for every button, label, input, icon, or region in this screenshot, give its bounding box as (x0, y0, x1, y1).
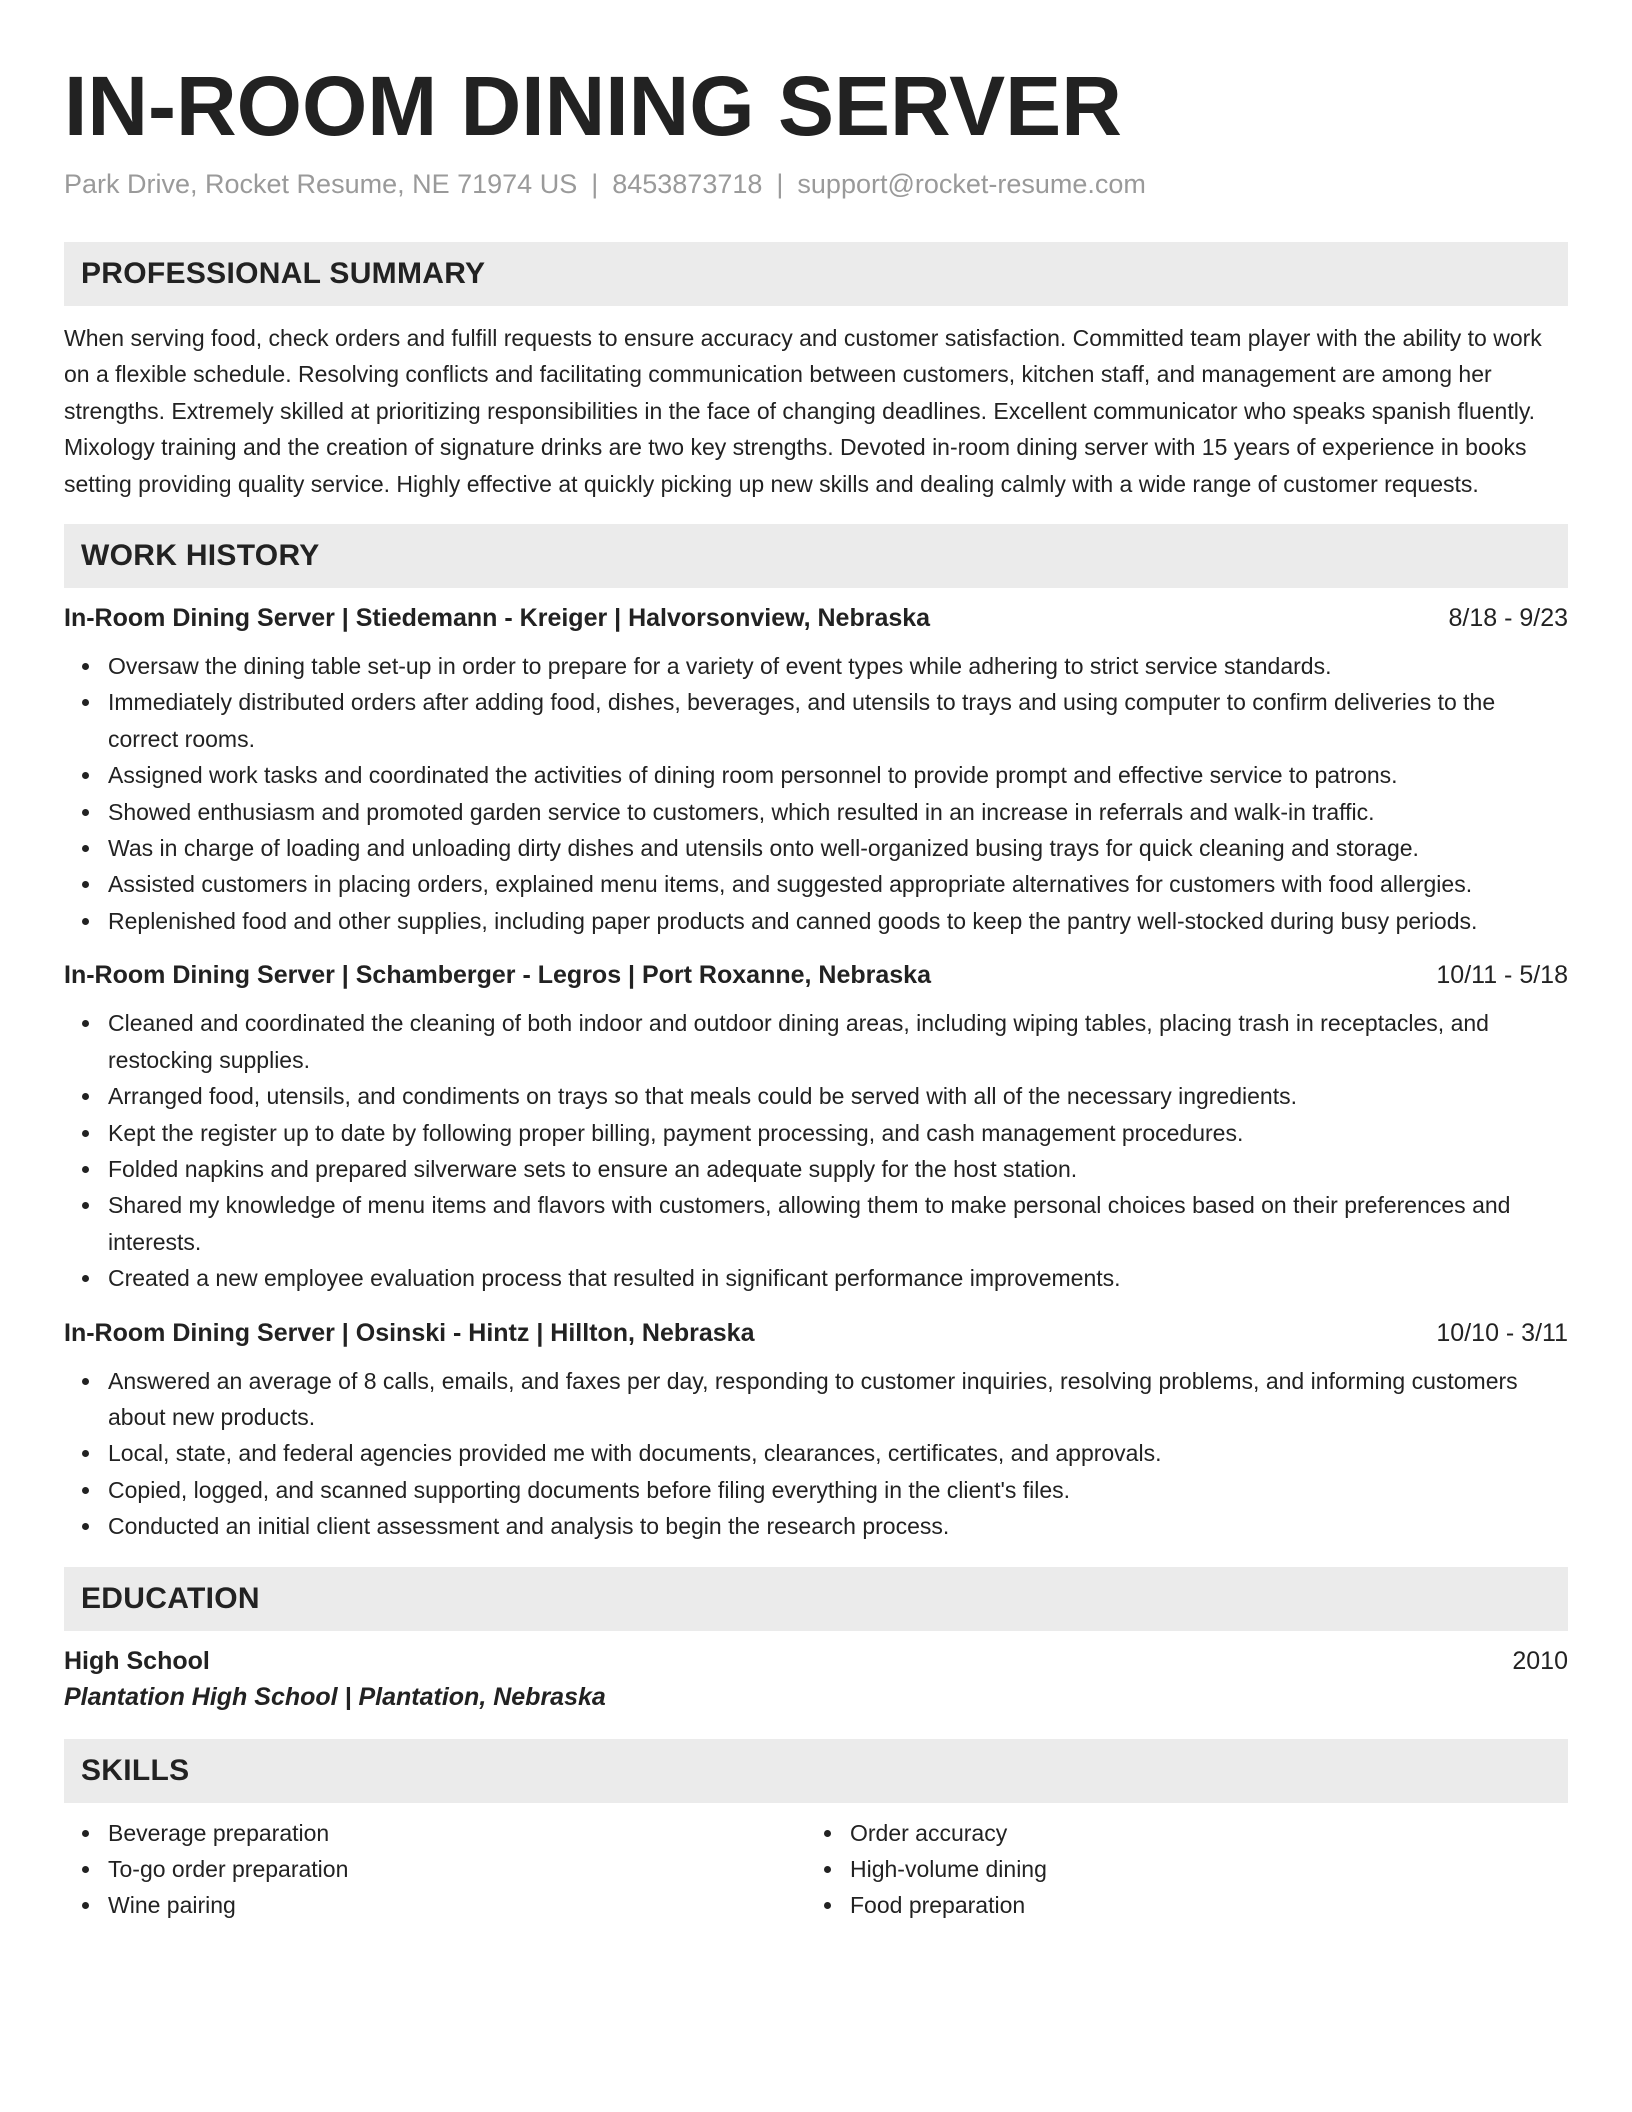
job-bullet: Copied, logged, and scanned supporting documents before filing everything in the client's files. (108, 1472, 1568, 1508)
skill-item: High-volume dining (850, 1851, 1548, 1887)
job-bullet: Was in charge of loading and unloading dirty dishes and utensils onto well-organized busing trays for quick cleaning and storage. (108, 830, 1568, 866)
job-entry (64, 957, 1568, 1296)
job-bullet: Local, state, and federal agencies provided me with documents, clearances, certificates, and approvals. (108, 1435, 1568, 1471)
skill-item: To-go order preparation (108, 1851, 806, 1887)
job-title: In-Room Dining Server | Schamberger - Legros | Port Roxanne, Nebraska (64, 961, 931, 990)
skills-heading: SKILLS (64, 1739, 1568, 1803)
contact-email: support@rocket-resume.com (797, 169, 1146, 199)
job-header (64, 957, 1568, 993)
job-bullet: Assisted customers in placing orders, explained menu items, and suggested appropriate alternatives for customers with food allergies. (108, 866, 1568, 902)
job-bullet: Created a new employee evaluation process that resulted in significant performance improvements. (108, 1260, 1568, 1296)
job-bullet: Answered an average of 8 calls, emails, and faxes per day, responding to customer inquiries, resolving problems, and informing customers about new products. (108, 1363, 1568, 1436)
resume-page (64, 0, 1568, 1924)
education-school: Plantation High School | Plantation, Nebraska (64, 1682, 606, 1711)
skill-item: Beverage preparation (108, 1815, 806, 1851)
education-degree: High School (64, 1646, 210, 1675)
education-heading: EDUCATION (64, 1567, 1568, 1631)
contact-line (64, 166, 1568, 202)
skill-item: Wine pairing (108, 1887, 806, 1923)
job-bullets (64, 648, 1568, 939)
job-bullet: Showed enthusiasm and promoted garden service to customers, which resulted in an increase in referrals and walk-in traffic. (108, 794, 1568, 830)
job-entry (64, 600, 1568, 939)
skills-column-left (64, 1815, 806, 1924)
job-bullet: Arranged food, utensils, and condiments on trays so that meals could be served with all of the necessary ingredients. (108, 1078, 1568, 1114)
work-history-heading: WORK HISTORY (64, 524, 1568, 588)
job-title: In-Room Dining Server | Osinski - Hintz | Hillton, Nebraska (64, 1318, 755, 1347)
job-bullet: Assigned work tasks and coordinated the activities of dining room personnel to provide prompt and effective service to patrons. (108, 757, 1568, 793)
contact-separator: | (776, 169, 784, 199)
job-entry (64, 1315, 1568, 1545)
job-bullet: Replenished food and other supplies, including paper products and canned goods to keep the pantry well-stocked during busy periods. (108, 903, 1568, 939)
contact-address: Park Drive, Rocket Resume, NE 71974 US (64, 169, 578, 199)
contact-phone: 8453873718 (612, 169, 763, 199)
education-header (64, 1643, 1568, 1679)
job-header (64, 600, 1568, 636)
resume-name: IN-ROOM DINING SERVER (64, 59, 1122, 153)
job-bullet: Oversaw the dining table set-up in order to prepare for a variety of event types while adhering to strict service standards. (108, 648, 1568, 684)
job-bullet: Cleaned and coordinated the cleaning of both indoor and outdoor dining areas, including wiping tables, placing trash in receptacles, and restocking supplies. (108, 1005, 1568, 1078)
skill-item: Food preparation (850, 1887, 1548, 1923)
education-entry (64, 1643, 1568, 1715)
job-bullet: Conducted an initial client assessment and analysis to begin the research process. (108, 1508, 1568, 1544)
job-dates: 10/10 - 3/11 (1436, 1318, 1568, 1347)
summary-heading: PROFESSIONAL SUMMARY (64, 242, 1568, 306)
job-header (64, 1315, 1568, 1351)
contact-separator: | (591, 169, 599, 199)
skills-column-right (806, 1815, 1548, 1924)
job-title: In-Room Dining Server | Stiedemann - Kreiger | Halvorsonview, Nebraska (64, 604, 931, 633)
job-bullets (64, 1363, 1568, 1545)
job-dates: 10/11 - 5/18 (1436, 961, 1568, 990)
job-bullet: Folded napkins and prepared silverware sets to ensure an adequate supply for the host station. (108, 1151, 1568, 1187)
job-bullet: Immediately distributed orders after adding food, dishes, beverages, and utensils to trays and using computer to confirm deliveries to the correct rooms. (108, 684, 1568, 757)
job-dates: 8/18 - 9/23 (1448, 604, 1568, 633)
skills-list (806, 1815, 1548, 1924)
job-bullet: Kept the register up to date by following proper billing, payment processing, and cash management procedures. (108, 1115, 1568, 1151)
summary-text: When serving food, check orders and fulfill requests to ensure accuracy and customer satisfaction. Committed team player with the ability to work on a flexible schedule. Resolving conflicts and facilitating communication between customers, kitchen staff, and management are among her strengths. Extremely skilled at prioritizing responsibilities in the face of changing deadlines. Excellent communicator who speaks spanish fluently. Mixology training and the creation of signature drinks are two key strengths. Devoted in-room dining server with 15 years of experience in books setting providing quality service. Highly effective at quickly picking up new skills and dealing calmly with a wide range of customer requests. (64, 325, 1542, 497)
skills-list (64, 1815, 806, 1924)
skills-grid (64, 1815, 1568, 1924)
job-bullets (64, 1005, 1568, 1296)
education-year: 2010 (1512, 1646, 1568, 1675)
skill-item: Order accuracy (850, 1815, 1548, 1851)
job-bullet: Shared my knowledge of menu items and flavors with customers, allowing them to make personal choices based on their preferences and interests. (108, 1187, 1568, 1260)
